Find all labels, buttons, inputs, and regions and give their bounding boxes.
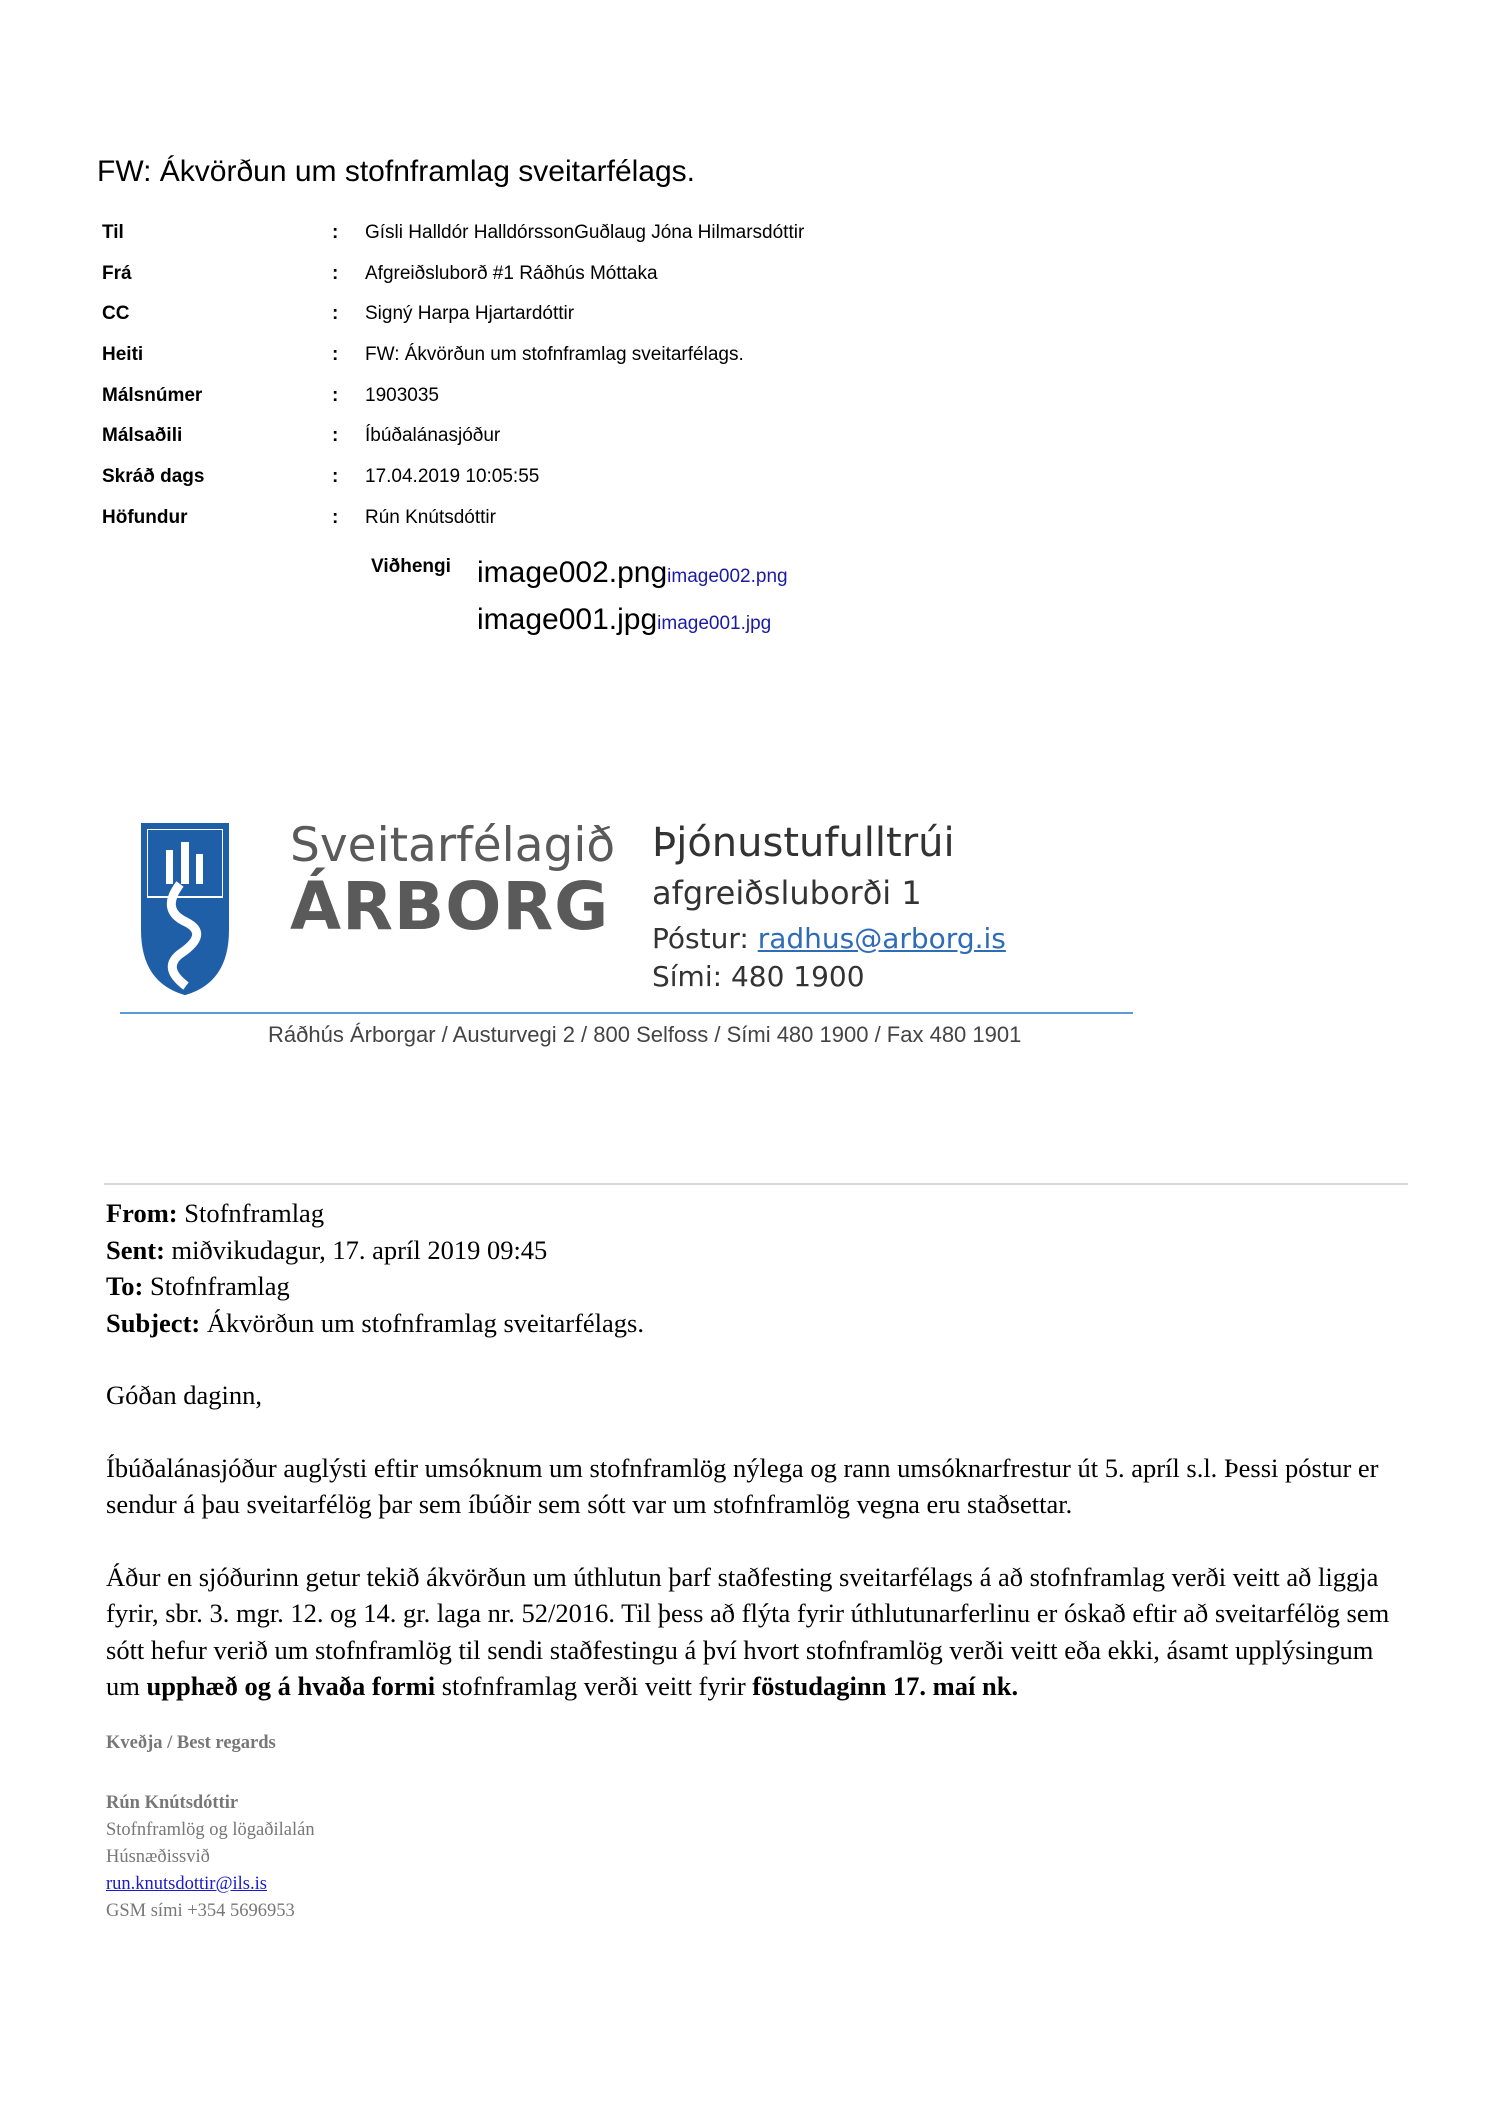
banner-role: Þjónustufulltrúi: [652, 820, 955, 866]
meta-colon: :: [332, 222, 339, 243]
paragraph-2: [106, 1559, 1406, 1705]
paragraph-2-text-b: stofnframlag verði veitt fyrir: [435, 1671, 753, 1701]
banner-post-label: Póstur:: [652, 922, 749, 955]
signature-dept: Húsnæðissvið: [106, 1847, 210, 1867]
arborg-shield-logo: [140, 820, 230, 996]
banner-divider: [120, 1012, 1133, 1014]
meta-key: CC: [102, 303, 130, 325]
meta-colon: :: [332, 506, 339, 528]
sent-value: miðvikudagur, 17. apríl 2019 09:45: [171, 1234, 548, 1265]
meta-value: FW: Ákvörðun um stofnframlag sveitarfélags.: [365, 344, 744, 366]
paragraph-1: Íbúðalánasjóður auglýsti eftir umsóknum um stofnframlög nýlega og rann umsóknarfrestur út 5. apríl s.l. Þessi póstur er sendur á þau sveitarfélög þar sem íbúðir sem sótt var um stofnframlög vegna eru staðsettar.: [106, 1452, 1379, 1519]
banner-phone: Sími: 480 1900: [652, 960, 865, 993]
banner-email-link[interactable]: radhus@arborg.is: [757, 922, 1006, 955]
email-from: [106, 1195, 1406, 1232]
meta-colon: :: [332, 384, 339, 406]
meta-row-til: [102, 222, 1002, 263]
meta-row-malsadili: [102, 425, 1002, 466]
signature-title: Stofnframlög og lögaðilalán: [106, 1820, 315, 1840]
attachments-label: Viðhengi: [371, 556, 451, 577]
signature-phone: GSM sími +354 5696953: [106, 1901, 295, 1921]
banner-desk: afgreiðsluborði 1: [652, 874, 922, 912]
meta-value: 17.04.2019 10:05:55: [365, 466, 540, 488]
subject-label: Subject:: [106, 1307, 201, 1338]
meta-value: Gísli Halldór HalldórssonGuðlaug Jóna Hilmarsdóttir: [365, 222, 805, 243]
attachment-name: image001.jpg: [477, 603, 658, 636]
regards: Kveðja / Best regards: [106, 1733, 276, 1753]
email-subject: [106, 1305, 1406, 1342]
meta-row-skrad-dags: [102, 466, 1002, 507]
meta-key: Málsaðili: [102, 425, 183, 447]
meta-colon: :: [332, 466, 339, 488]
meta-row-malsnumer: [102, 385, 1002, 426]
brand-line1: Sveitarfélagið: [290, 818, 616, 873]
meta-value: Signý Harpa Hjartardóttir: [365, 303, 575, 325]
email-signature: [106, 1790, 315, 1925]
greeting: Góðan daginn,: [106, 1380, 263, 1410]
meta-value: Afgreiðsluborð #1 Ráðhús Móttaka: [365, 262, 658, 284]
page-title: FW: Ákvörðun um stofnframlag sveitarfélags.: [97, 155, 696, 188]
meta-row-fra: [102, 263, 1002, 304]
meta-key: Málsnúmer: [102, 384, 203, 406]
metadata-table: [102, 222, 1002, 548]
attachment-name: image002.png: [477, 556, 668, 589]
meta-value: 1903035: [365, 384, 439, 406]
meta-colon: :: [332, 262, 339, 284]
meta-value: Íbúðalánasjóður: [365, 425, 501, 447]
brand-line2: ÁRBORG: [290, 868, 610, 945]
meta-key: Höfundur: [102, 506, 188, 528]
sent-label: Sent:: [106, 1234, 165, 1265]
banner-footer: Ráðhús Árborgar / Austurvegi 2 / 800 Selfoss / Sími 480 1900 / Fax 480 1901: [268, 1022, 1022, 1047]
meta-row-heiti: [102, 344, 1002, 385]
meta-value: Rún Knútsdóttir: [365, 506, 496, 528]
meta-row-cc: [102, 303, 1002, 344]
email-to: [106, 1268, 1406, 1305]
meta-key: Til: [102, 222, 124, 243]
email-body: [106, 1195, 1406, 1705]
meta-key: Heiti: [102, 344, 144, 366]
subject-value: Ákvörðun um stofnframlag sveitarfélags.: [206, 1307, 644, 1338]
paragraph-2-text-a: Áður en sjóðurinn getur tekið ákvörðun um úthlutun þarf staðfesting sveitarfélags á að stofnframlag verði veitt að liggja fyrir, sbr. 3. mgr. 12. og 14. gr. laga nr. 52/2016. Til þess að flýta fyrir úthlutunarferlinu er óskað eftir að sveitarfélög sem sótt hefur verið um stofnframlög til sendi staðfestingu á því hvort stofnframlög verði veitt eða ekki, ásamt upplýsingum um: [106, 1561, 1390, 1701]
attachment-item: [477, 603, 771, 637]
email-divider: [104, 1183, 1408, 1185]
meta-colon: :: [332, 303, 339, 325]
email-sent: [106, 1232, 1406, 1269]
attachment-link[interactable]: image001.jpg: [657, 613, 772, 634]
meta-colon: :: [332, 344, 339, 366]
meta-key: Skráð dags: [102, 466, 205, 488]
attachment-item: [477, 556, 788, 590]
banner-post: [652, 922, 1006, 955]
signature-name: Rún Knútsdóttir: [106, 1793, 239, 1813]
paragraph-2-bold-a: upphæð og á hvaða formi: [146, 1671, 436, 1701]
to-value: Stofnframlag: [149, 1271, 290, 1301]
attachment-link[interactable]: image002.png: [667, 566, 788, 587]
from-value: Stofnframlag: [184, 1198, 325, 1228]
from-label: From:: [106, 1198, 178, 1228]
meta-key: Frá: [102, 262, 132, 284]
to-label: To:: [106, 1271, 144, 1301]
signature-email-link[interactable]: run.knutsdottir@ils.is: [106, 1874, 267, 1894]
paragraph-2-bold-b: föstudaginn 17. maí nk.: [752, 1671, 1019, 1701]
meta-colon: :: [332, 425, 339, 447]
meta-row-hofundur: [102, 507, 1002, 548]
